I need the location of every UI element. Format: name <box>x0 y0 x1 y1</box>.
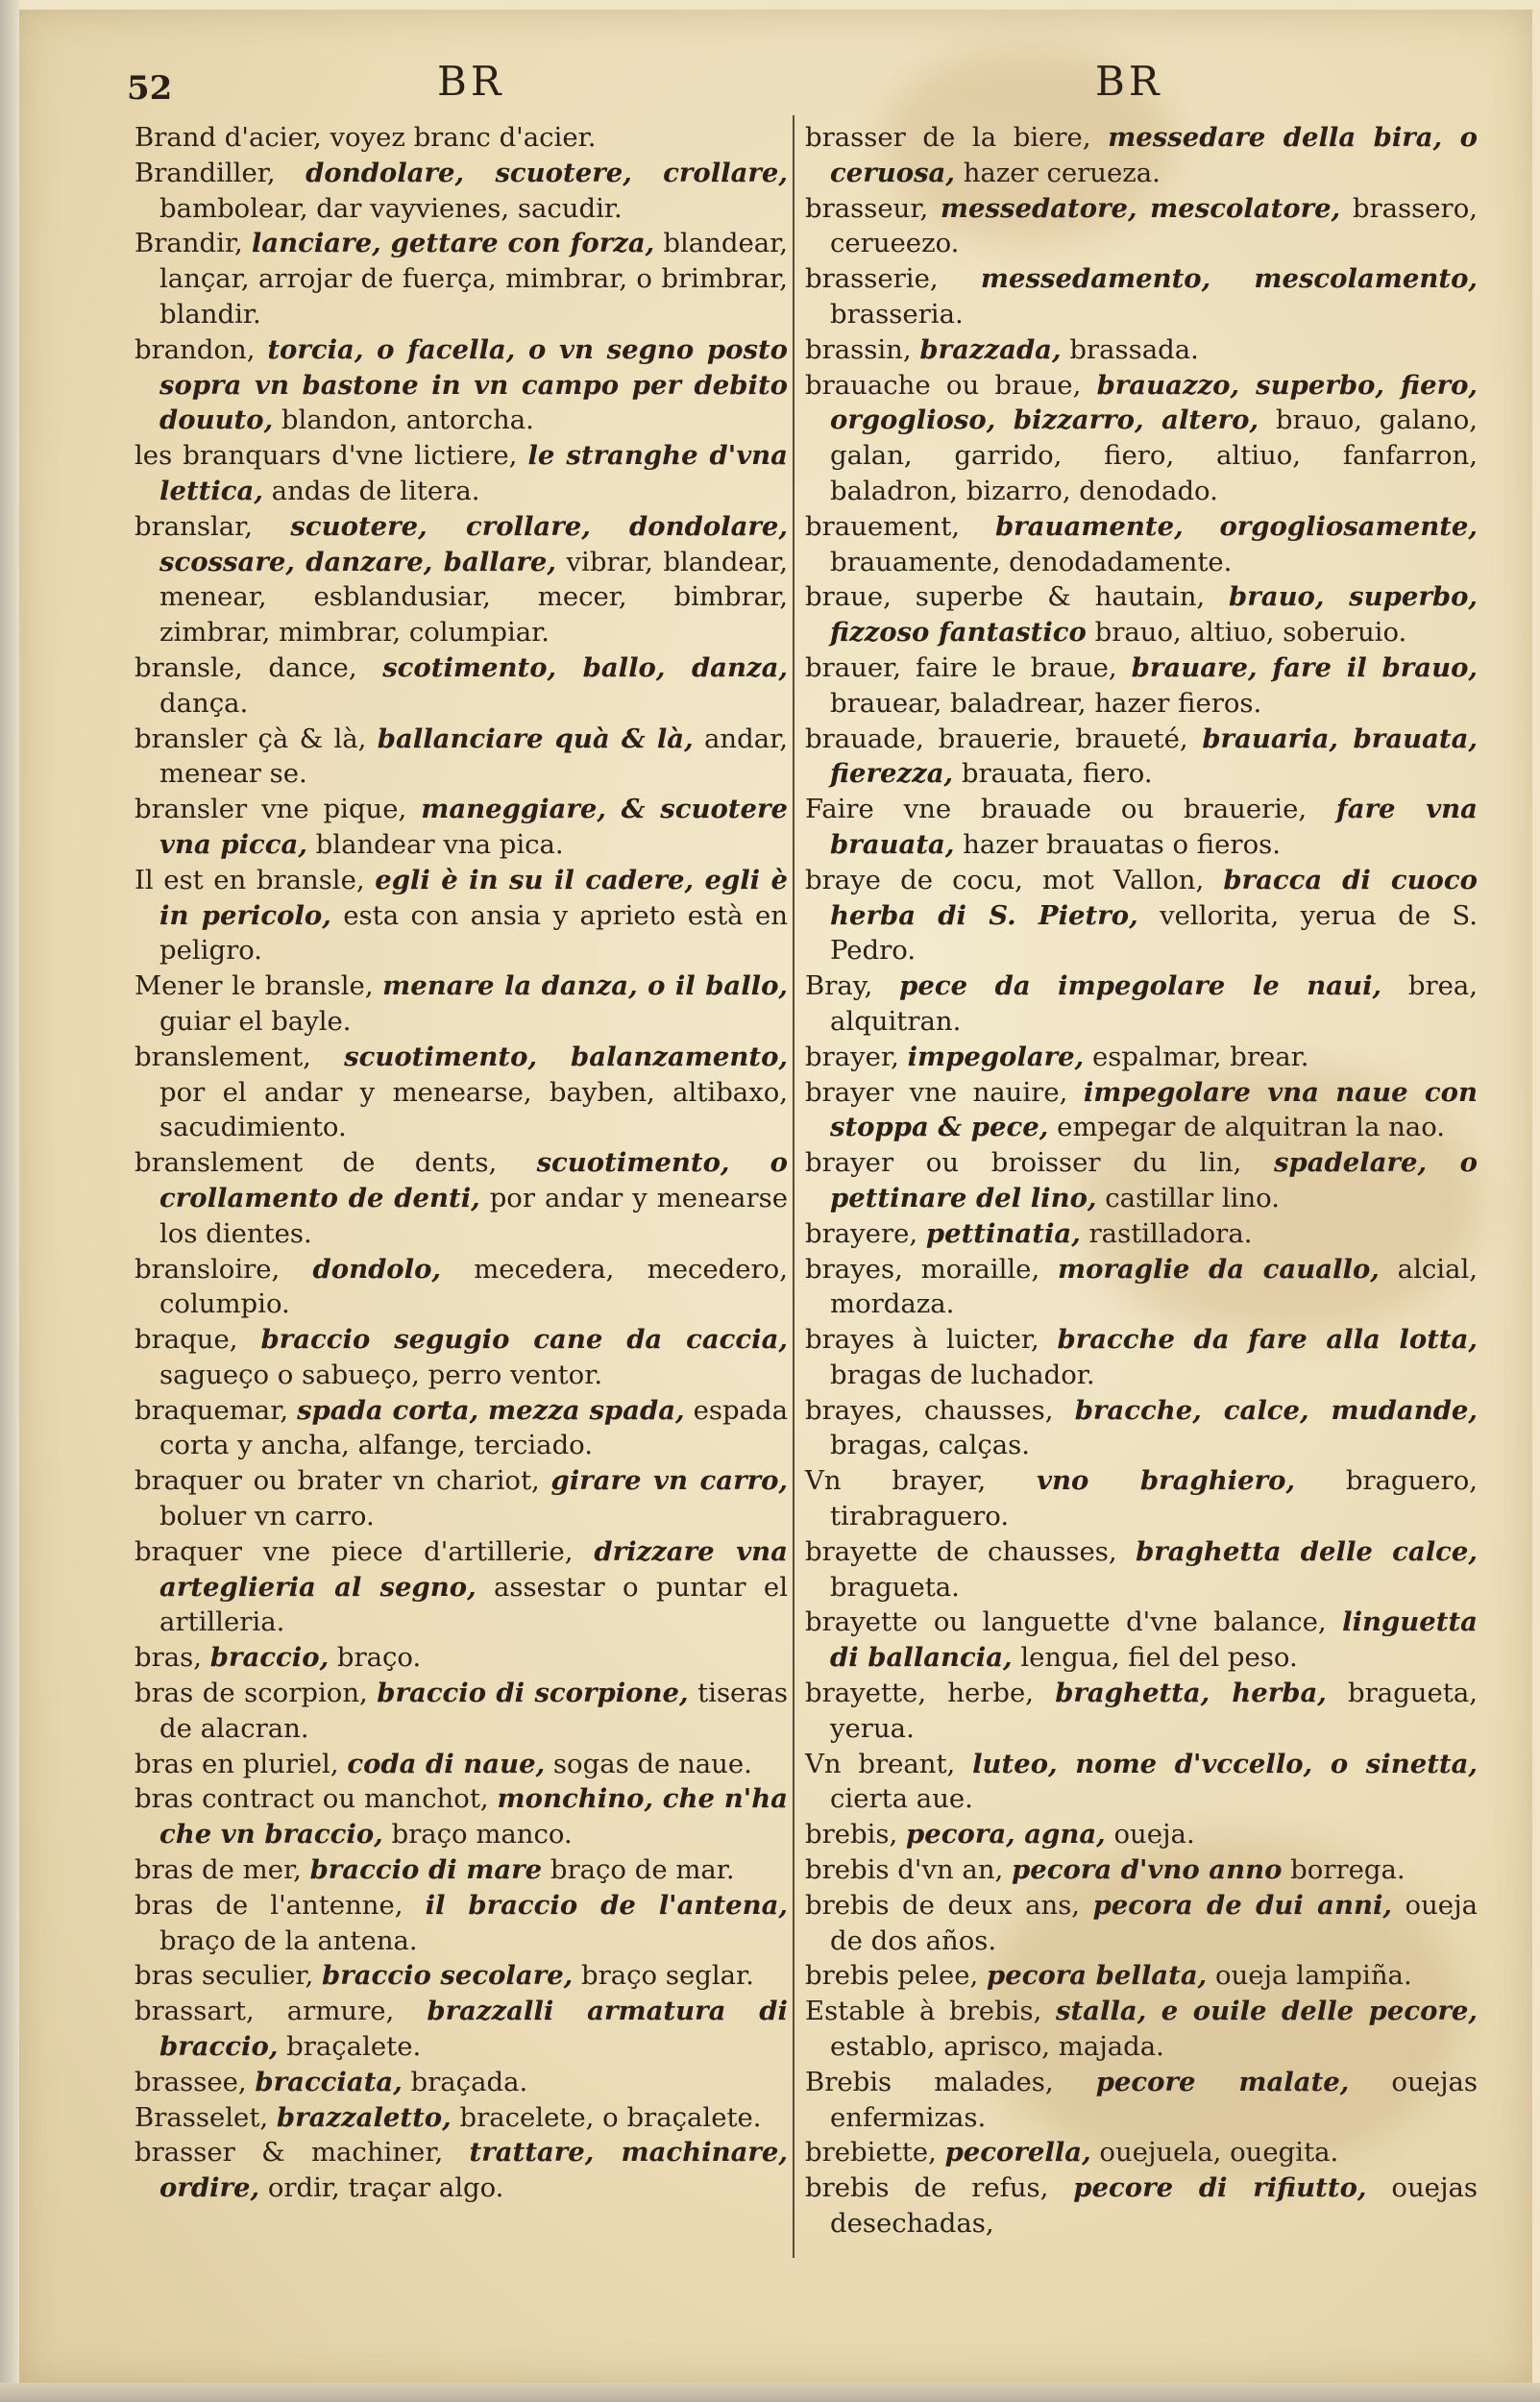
dictionary-entry <box>805 722 1478 793</box>
dictionary-entry <box>134 156 788 227</box>
entry-italian: pecorella, <box>944 2137 1091 2169</box>
entry-spanish: assestar o puntar el artilleria. <box>159 1571 788 1638</box>
entry-spanish: lengua, fiel del peso. <box>1012 1642 1298 1674</box>
entry-italian: impegolare, <box>907 1041 1085 1072</box>
entry-spanish: brauear, baladrear, hazer fieros. <box>830 687 1262 719</box>
entry-french: brandon, <box>134 333 268 365</box>
entry-italian: bracche da fare alla lotta, <box>1057 1324 1478 1356</box>
entry-italian: pecore di rifiutto, <box>1073 2172 1367 2204</box>
entry-french: braue, superbe & hautain, <box>805 581 1230 613</box>
entry-french: brayer vne nauire, <box>805 1076 1084 1108</box>
entry-french: brayes, chausses, <box>805 1394 1075 1426</box>
entry-italian: braghetta, herba, <box>1055 1678 1327 1709</box>
entry-french: branslement, <box>134 1041 345 1072</box>
dictionary-entry <box>805 2065 1478 2136</box>
dictionary-entry <box>134 650 788 722</box>
page-number: 52 <box>127 69 173 108</box>
entry-french: bras de scorpion, <box>134 1678 378 1709</box>
entry-french: Il est en bransle, <box>134 864 376 895</box>
entry-italian: braccio di scorpione, <box>377 1678 689 1709</box>
entry-spanish: bragas de luchador. <box>830 1359 1095 1390</box>
entry-italian: torcia, o facella, o vn segno posto sopra vn bastone in vn campo per debito douuto, <box>159 333 788 436</box>
dictionary-entry <box>134 120 788 156</box>
entry-italian: drizzare vna arteglieria al segno, <box>159 1535 788 1603</box>
dictionary-entry <box>805 509 1478 580</box>
dictionary-entry <box>805 332 1478 368</box>
entry-spanish: vibrar, blandear, menear, esblandusiar, mecer, bimbrar, zimbrar, mimbrar, columpiar. <box>159 546 788 649</box>
entry-spanish: sagueço o sabueço, perro ventor. <box>159 1359 603 1390</box>
entry-french: braque, <box>134 1324 261 1356</box>
dictionary-entry <box>134 226 788 331</box>
entry-spanish: alcial, mordaza. <box>830 1253 1478 1320</box>
dictionary-entry <box>134 1781 788 1852</box>
dictionary-entry <box>134 2100 788 2136</box>
entry-spanish: blandon, antorcha. <box>273 404 534 436</box>
entry-italian: messedatore, mescolatore, <box>940 192 1341 224</box>
entry-french: brassin, <box>805 333 920 365</box>
entry-french: bras, <box>134 1642 210 1674</box>
entry-italian: braccio secolare, <box>321 1960 574 1992</box>
entry-spanish: ouejas desechadas, <box>830 2172 1478 2240</box>
entry-french: Vn brayer, <box>805 1465 1037 1497</box>
entry-italian: pece da impegolare le naui, <box>899 970 1382 1002</box>
entry-spanish: brauata, fiero. <box>953 758 1153 790</box>
entry-italian: brauo, superbo, fizzoso fantastico <box>830 581 1479 649</box>
entry-french: brauache ou braue, <box>805 369 1097 401</box>
entry-italian: spadelare, o pettinare del lino, <box>830 1147 1478 1213</box>
entry-spanish: braço de mar. <box>542 1854 735 1886</box>
dictionary-entry <box>805 1747 1478 1818</box>
entry-spanish: tiseras de alacran. <box>159 1678 788 1744</box>
entry-spanish: brea, alquitran. <box>830 970 1479 1037</box>
entry-french: brassart, armure, <box>134 1996 428 2027</box>
entry-spanish: braço manco. <box>382 1819 573 1851</box>
dictionary-entry <box>134 1322 788 1393</box>
entry-italian: spada corta, mezza spada, <box>297 1394 685 1426</box>
entry-italian: pecora, agna, <box>906 1819 1106 1851</box>
dictionary-entry <box>805 1817 1478 1852</box>
dictionary-entry <box>134 1145 788 1251</box>
left-column <box>134 120 788 2206</box>
entry-french: Estable à brebis, <box>805 1996 1056 2027</box>
entry-spanish: por andar y menearse los dientes. <box>159 1182 788 1249</box>
dictionary-entry <box>134 792 788 863</box>
entry-italian: bracca di cuoco herba di S. Pietro, <box>830 864 1478 931</box>
entry-french: brayere, <box>805 1217 926 1249</box>
dictionary-entry <box>805 1216 1478 1252</box>
right-running-head: BR <box>1095 58 1163 105</box>
entry-italian: pecora de dui anni, <box>1092 1889 1392 1921</box>
dictionary-entry <box>805 1958 1478 1994</box>
entry-spanish: oueja lampiña. <box>1207 1960 1412 1992</box>
entry-italian: bracche, calce, mudande, <box>1074 1394 1478 1426</box>
dictionary-entry <box>805 968 1478 1040</box>
entry-french: Brandir, <box>134 228 252 259</box>
entry-french: brayer ou broisser du lin, <box>805 1147 1275 1179</box>
dictionary-entry <box>134 1888 788 1959</box>
dictionary-entry <box>805 1994 1478 2065</box>
entry-french: brayette ou languette d'vne balance, <box>805 1606 1343 1638</box>
entry-spanish: andar, menear se. <box>159 723 789 790</box>
entry-spanish: braço seglar. <box>573 1960 754 1992</box>
entry-spanish: ordir, traçar algo. <box>259 2172 504 2204</box>
entry-french: brayette de chausses, <box>805 1535 1137 1567</box>
entry-spanish: mecedera, mecedero, columpio. <box>159 1253 788 1320</box>
entry-spanish: dança. <box>159 687 249 719</box>
entry-italian: dondolare, scuotere, crollare, <box>306 157 788 188</box>
dictionary-entry <box>134 509 788 650</box>
entry-italian: messedamento, mescolamento, <box>980 263 1478 295</box>
entry-spanish: hazer cerueza. <box>954 157 1161 188</box>
entry-french: brebis de deux ans, <box>805 1889 1093 1921</box>
entry-french: bransle, dance, <box>134 651 383 683</box>
entry-italian: scuotimento, o crollamento de denti, <box>159 1147 788 1213</box>
dictionary-entry <box>134 1640 788 1676</box>
entry-spanish: braço de la antena. <box>159 1924 418 1956</box>
entry-french: Brand d'acier, voyez branc d'acier. <box>134 122 597 153</box>
entry-french: bras seculier, <box>134 1960 322 1992</box>
entry-french: brayes, moraille, <box>805 1253 1058 1285</box>
entry-french: Mener le bransle, <box>134 970 383 1002</box>
entry-french: bras en pluriel, <box>134 1748 348 1779</box>
entry-italian: le stranghe d'vna lettica, <box>159 440 788 506</box>
entry-spanish: braçalete. <box>278 2031 422 2063</box>
entry-french: Brasselet, <box>134 2101 277 2133</box>
dictionary-entry <box>134 1463 788 1534</box>
dictionary-entry <box>805 1888 1478 1959</box>
dictionary-entry <box>805 579 1478 650</box>
entry-spanish: por el andar y menearse, bayben, altibaxo, sacudimiento. <box>159 1076 788 1143</box>
entry-spanish: ouejuela, ouegita. <box>1090 2137 1339 2169</box>
dictionary-entry <box>805 1322 1478 1393</box>
entry-italian: brazzaletto, <box>276 2101 452 2133</box>
dictionary-entry <box>134 968 788 1040</box>
dictionary-entry <box>134 1393 788 1464</box>
entry-italian: brauaria, brauata, fierezza, <box>830 723 1478 790</box>
entry-spanish: esta con ansia y aprieto està en peligro. <box>159 899 789 967</box>
dictionary-entry <box>134 2065 788 2100</box>
entry-italian: girare vn carro, <box>550 1465 789 1497</box>
entry-italian: pecora bellata, <box>986 1960 1208 1992</box>
entry-italian: menare la danza, o il ballo, <box>382 970 789 1002</box>
entry-italian: brazzada, <box>919 333 1062 365</box>
entry-italian: coda di naue, <box>347 1748 546 1779</box>
dictionary-entry <box>805 120 1478 191</box>
entry-french: brauement, <box>805 510 995 542</box>
entry-french: bras de mer, <box>134 1854 310 1886</box>
entry-italian: ballanciare quà & là, <box>377 723 694 754</box>
dictionary-entry <box>134 1994 788 2065</box>
entry-italian: braghetta delle calce, <box>1136 1535 1478 1567</box>
entry-italian: pecore malate, <box>1095 2066 1350 2097</box>
entry-spanish: espada corta y ancha, alfange, terciado. <box>159 1394 788 1461</box>
dictionary-entry <box>805 1040 1478 1075</box>
dictionary-entry <box>134 2135 788 2206</box>
entry-spanish: ouejas enfermizas. <box>830 2066 1478 2133</box>
entry-italian: pecora d'vno anno <box>1012 1854 1283 1886</box>
entry-spanish: establo, aprisco, majada. <box>830 2031 1164 2063</box>
entry-spanish: blandear vna pica. <box>306 828 564 860</box>
entry-spanish: bragueta. <box>830 1571 960 1603</box>
entry-italian: bracciata, <box>255 2066 403 2097</box>
entry-french: brauade, brauerie, braueté, <box>805 723 1203 754</box>
entry-italian: scuotimento, balanzamento, <box>344 1041 788 1072</box>
entry-spanish: empegar de alquitran la nao. <box>1048 1112 1446 1143</box>
entry-french: bras contract ou manchot, <box>134 1783 498 1815</box>
entry-french: brasser de la biere, <box>805 122 1109 153</box>
entry-spanish: castillar lino. <box>1096 1182 1280 1213</box>
dictionary-entry <box>134 1958 788 1994</box>
entry-italian: messedare della bira, o ceruosa, <box>830 122 1478 188</box>
entry-italian: brauare, fare il brauo, <box>1131 651 1478 683</box>
dictionary-entry <box>134 1534 788 1640</box>
right-column <box>805 120 1478 2242</box>
entry-italian: moraglie da cauallo, <box>1058 1253 1380 1285</box>
entry-spanish: brasseria. <box>830 298 964 330</box>
dictionary-entry <box>805 863 1478 968</box>
dictionary-entry <box>805 1852 1478 1888</box>
dictionary-entry <box>134 1852 788 1888</box>
entry-french: brasseur, <box>805 192 941 224</box>
dictionary-entry <box>805 1676 1478 1747</box>
entry-spanish: brauamente, denodadamente. <box>830 546 1233 577</box>
entry-italian: scotimento, ballo, danza, <box>382 651 788 683</box>
entry-italian: stalla, e ouile delle pecore, <box>1056 1996 1479 2027</box>
entry-spanish: blandear, lançar, arrojar de fuerça, mimbrar, o brimbrar, blandir. <box>159 228 789 330</box>
entry-spanish: oueja. <box>1105 1819 1195 1851</box>
dictionary-entry <box>134 863 788 968</box>
entry-italian: fare vna brauata, <box>830 794 1478 860</box>
entry-french: brayer, <box>805 1041 908 1072</box>
scan-bottom-strip <box>0 2383 1540 2402</box>
left-running-head: BR <box>437 58 505 105</box>
entry-french: brebiette, <box>805 2137 945 2169</box>
entry-italian: pettinatia, <box>925 1217 1081 1249</box>
entry-french: bransloire, <box>134 1253 313 1285</box>
entry-spanish: hazer brauatas o fieros. <box>954 828 1281 860</box>
entry-french: Vn breant, <box>805 1748 973 1779</box>
dictionary-entry <box>805 2135 1478 2170</box>
entry-spanish: bragueta, yerua. <box>830 1678 1478 1744</box>
entry-french: les branquars d'vne lictiere, <box>134 440 528 472</box>
dictionary-entry <box>805 368 1478 509</box>
dictionary-entry <box>805 2170 1478 2242</box>
entry-italian: vno braghiero, <box>1036 1465 1296 1497</box>
dictionary-entry <box>134 1747 788 1782</box>
entry-french: bras de l'antenne, <box>134 1889 426 1921</box>
dictionary-entry <box>805 191 1478 262</box>
entry-italian: braccio, <box>209 1642 330 1674</box>
dictionary-entry <box>805 792 1478 863</box>
entry-french: braye de cocu, mot Vallon, <box>805 864 1224 895</box>
entry-french: brasserie, <box>805 263 981 295</box>
entry-spanish: brassero, cerueezo. <box>830 192 1478 259</box>
entry-italian: maneggiare, & scuotere vna picca, <box>159 794 788 860</box>
entry-spanish: borrega. <box>1282 1854 1406 1886</box>
entry-italian: luteo, nome d'vccello, o sinetta, <box>972 1748 1478 1779</box>
entry-french: braquemar, <box>134 1394 298 1426</box>
entry-french: brebis d'vn an, <box>805 1854 1013 1886</box>
entry-french: branslement de dents, <box>134 1147 537 1179</box>
entry-italian: braccio segugio cane da caccia, <box>260 1324 788 1356</box>
entry-french: braquer vne piece d'artillerie, <box>134 1535 595 1567</box>
entry-french: brayes à luicter, <box>805 1324 1058 1356</box>
entry-italian: egli è in su il cadere, egli è in pericolo, <box>159 864 789 931</box>
entry-spanish: rastilladora. <box>1080 1217 1253 1249</box>
entry-french: Brebis malades, <box>805 2066 1096 2097</box>
scan-left-edge <box>0 0 19 2402</box>
entry-spanish: brassada. <box>1061 333 1199 365</box>
entry-french: Faire vne brauade ou brauerie, <box>805 794 1336 825</box>
entry-spanish: braçada. <box>402 2066 528 2097</box>
entry-french: Bray, <box>805 970 900 1002</box>
entry-spanish: espalmar, brear. <box>1084 1041 1309 1072</box>
entry-spanish: braguero, tirabraguero. <box>830 1465 1479 1532</box>
entry-french: brebis pelee, <box>805 1960 987 1992</box>
entry-italian: brauazzo, superbo, fiero, orgoglioso, bizzarro, altero, <box>830 369 1478 436</box>
entry-spanish: bambolear, dar vayvienes, sacudir. <box>159 192 623 224</box>
entry-spanish: oueja de dos años. <box>830 1889 1478 1956</box>
entry-italian: dondolo, <box>312 1253 441 1285</box>
dictionary-entry <box>805 1252 1478 1323</box>
dictionary-entry <box>805 1075 1478 1146</box>
entry-spanish: cierta aue. <box>830 1783 973 1815</box>
entry-spanish: brauo, altiuo, soberuio. <box>1086 617 1407 649</box>
entry-spanish: bragas, calças. <box>830 1430 1030 1461</box>
entry-italian: scuotere, crollare, dondolare, scossare, danzare, ballare, <box>159 510 788 577</box>
entry-french: brebis de refus, <box>805 2172 1074 2204</box>
dictionary-entry <box>805 1393 1478 1464</box>
entry-french: brayette, herbe, <box>805 1678 1056 1709</box>
entry-italian: il braccio de l'antena, <box>425 1889 788 1921</box>
entry-spanish: andas de litera. <box>262 475 480 506</box>
dictionary-entry <box>134 1252 788 1323</box>
column-divider <box>793 115 794 2258</box>
entry-spanish: sogas de naue. <box>545 1748 752 1779</box>
entry-french: brebis, <box>805 1819 907 1851</box>
entry-french: branslar, <box>134 510 291 542</box>
entry-italian: braccio di mare <box>309 1854 543 1886</box>
entry-italian: monchino, che n'ha che vn braccio, <box>159 1783 789 1851</box>
entry-italian: lanciare, gettare con forza, <box>251 228 655 259</box>
dictionary-entry <box>134 1040 788 1145</box>
entry-spanish: bracelete, o braçalete. <box>451 2101 762 2133</box>
entry-spanish: braço. <box>329 1642 422 1674</box>
dictionary-entry <box>805 650 1478 722</box>
entry-italian: trattare, machinare, ordire, <box>159 2137 788 2204</box>
dictionary-entry <box>805 1145 1478 1216</box>
dictionary-entry <box>134 722 788 793</box>
entry-spanish: guiar el bayle. <box>159 1005 352 1037</box>
entry-italian: impegolare vna naue con stoppa & pece, <box>830 1076 1478 1143</box>
entry-french: braquer ou brater vn chariot, <box>134 1465 551 1497</box>
entry-spanish: vellorita, yerua de S. Pedro. <box>830 899 1479 967</box>
dictionary-entry <box>805 1463 1478 1534</box>
entry-italian: brazzalli armatura di braccio, <box>159 1996 788 2063</box>
dictionary-entry <box>134 438 788 509</box>
entry-italian: linguetta di ballancia, <box>830 1606 1478 1674</box>
entry-italian: brauamente, orgogliosamente, <box>994 510 1478 542</box>
entry-french: Brandiller, <box>134 157 306 188</box>
dictionary-entry <box>134 1676 788 1747</box>
dictionary-entry <box>805 1534 1478 1605</box>
dictionary-entry <box>134 332 788 438</box>
entry-french: brasser & machiner, <box>134 2137 470 2169</box>
entry-french: bransler çà & là, <box>134 723 378 754</box>
dictionary-entry <box>805 1605 1478 1676</box>
entry-spanish: brauo, galano, galan, garrido, fiero, altiuo, fanfarron, baladron, bizarro, denodado. <box>830 404 1478 506</box>
entry-spanish: boluer vn carro. <box>159 1501 375 1532</box>
entry-french: brauer, faire le braue, <box>805 651 1132 683</box>
dictionary-entry <box>805 261 1478 332</box>
entry-french: bransler vne pique, <box>134 794 422 825</box>
entry-french: brassee, <box>134 2066 256 2097</box>
